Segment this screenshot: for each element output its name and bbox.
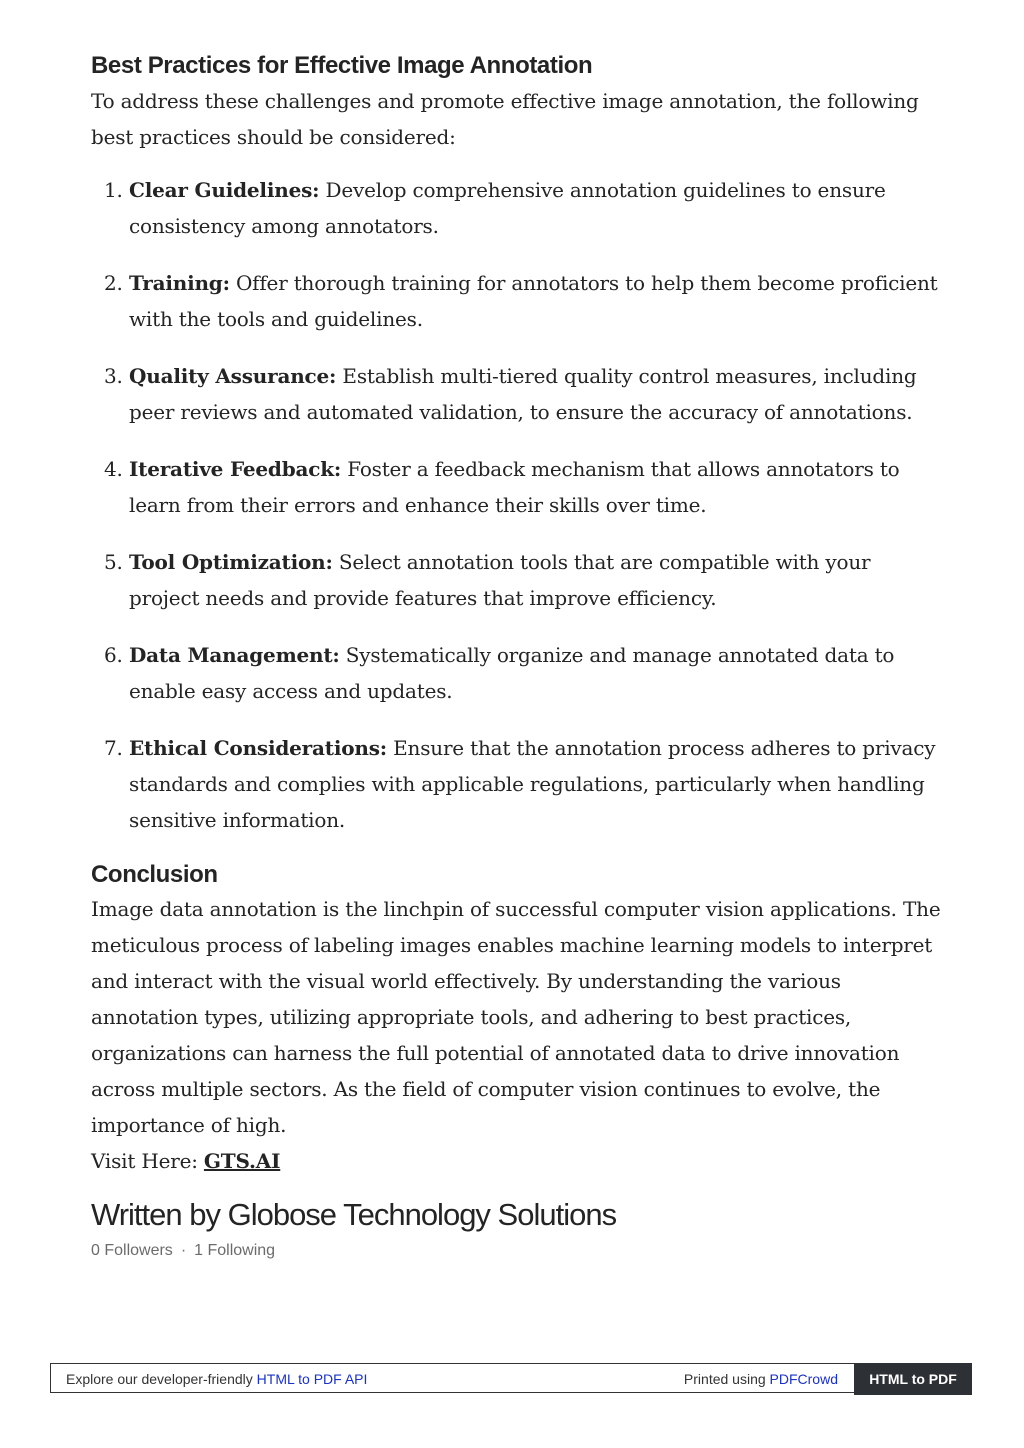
list-item-title: Training: [129,271,230,295]
list-item-text: Establish multi-tiered quality control measures, including peer reviews and automated validation, to ensure the accuracy of annotations. [129,364,917,424]
best-practices-list [91,172,941,838]
html-to-pdf-badge[interactable]: HTML to PDF [854,1363,972,1395]
html-to-pdf-api-link[interactable]: HTML to PDF API [256,1371,368,1387]
gts-ai-link[interactable]: GTS.AI [203,1149,281,1173]
list-item-title: Quality Assurance: [129,364,337,388]
conclusion-heading: Conclusion [91,861,218,888]
conclusion-text: Image data annotation is the linchpin of successful computer vision applications. The meticulous process of labeling images enables machine learning models to interpret and interact with the visual world effectively. By understanding the various annotation types, utilizing appropriate tools, and adhering to best practices, organizations can harness the full potential of annotated data to drive innovation across multiple sectors. As the field of computer vision continues to evolve, the importance of high. [91,897,941,1137]
list-item-title: Clear Guidelines: [129,178,320,202]
visit-label: Visit Here: [91,1149,204,1173]
list-item-text: Select annotation tools that are compatible with your project needs and provide features that improve efficiency. [129,550,871,610]
author-stats [91,1242,941,1260]
footer-explore-text: Explore our developer-friendly [66,1371,257,1387]
list-item-title: Data Management: [129,643,340,667]
visit-line [91,1143,941,1179]
list-item: 1. Clear Guidelines: Develop comprehensive annotation guidelines to ensure consistency among annotators. [104,178,886,238]
stats-separator: · [180,1242,187,1259]
footer-printed-text: Printed using [683,1371,770,1387]
list-item-title: Iterative Feedback: [129,457,342,481]
list-item-text: Ensure that the annotation process adheres to privacy standards and complies with applicable regulations, particularly when handling sensitive information. [129,736,936,832]
followers-count[interactable]: 0 Followers [91,1242,173,1259]
author-heading: Written by Globose Technology Solutions [91,1197,617,1232]
list-item-text: Offer thorough training for annotators to help them become proficient with the tools and guidelines. [129,271,938,331]
section-intro: To address these challenges and promote effective image annotation, the following best practices should be considered: [91,89,919,149]
list-item: 7. Ethical Considerations: Ensure that the annotation process adheres to privacy standards and complies with applicable regulations, particularly when handling sensitive information. [104,736,936,832]
pdfcrowd-footer [50,1363,972,1393]
article-body [91,50,941,1260]
footer-printed [684,1371,838,1387]
list-item-text: Develop comprehensive annotation guidelines to ensure consistency among annotators. [129,178,886,238]
list-item-text: Systematically organize and manage annotated data to enable easy access and updates. [129,643,895,703]
list-item: 5. Tool Optimization: Select annotation tools that are compatible with your project needs and provide features that improve efficiency. [104,550,871,610]
list-item-title: Ethical Considerations: [129,736,387,760]
pdfcrowd-link[interactable]: PDFCrowd [769,1371,838,1387]
list-item: 3. Quality Assurance: Establish multi-tiered quality control measures, including peer reviews and automated validation, to ensure the accuracy of annotations. [104,364,917,424]
section-heading: Best Practices for Effective Image Annotation [91,52,593,79]
list-item-text: Foster a feedback mechanism that allows annotators to learn from their errors and enhance their skills over time. [129,457,900,517]
list-item: 4. Iterative Feedback: Foster a feedback mechanism that allows annotators to learn from their errors and enhance their skills over time. [104,457,900,517]
list-item-title: Tool Optimization: [129,550,333,574]
list-item: 6. Data Management: Systematically organize and manage annotated data to enable easy access and updates. [104,643,895,703]
list-item: 2. Training: Offer thorough training for annotators to help them become proficient with the tools and guidelines. [104,271,938,331]
following-count[interactable]: 1 Following [194,1242,276,1259]
footer-explore [66,1371,367,1387]
